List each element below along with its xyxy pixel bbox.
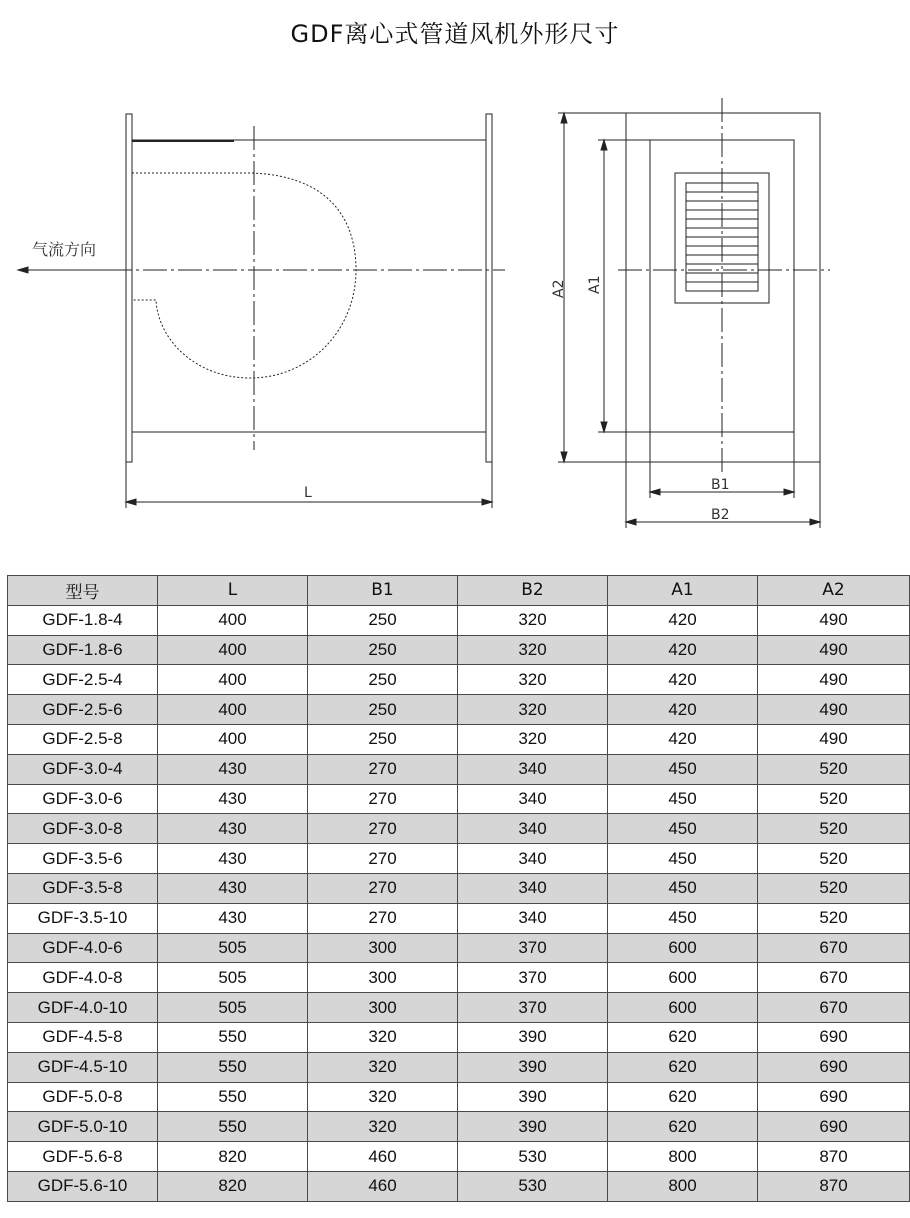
cell-B1: 250	[308, 695, 458, 725]
cell-A2: 690	[758, 1022, 910, 1052]
cell-model: GDF-4.0-6	[8, 933, 158, 963]
cell-A2: 670	[758, 963, 910, 993]
cell-L: 820	[158, 1142, 308, 1172]
cell-L: 505	[158, 933, 308, 963]
airflow-label: 气流方向	[32, 240, 97, 259]
cell-L: 550	[158, 1022, 308, 1052]
cell-L: 400	[158, 665, 308, 695]
cell-A2: 490	[758, 695, 910, 725]
cell-L: 550	[158, 1112, 308, 1142]
cell-model: GDF-2.5-8	[8, 724, 158, 754]
cell-L: 400	[158, 605, 308, 635]
cell-A2: 690	[758, 1052, 910, 1082]
cell-B2: 340	[458, 873, 608, 903]
table-row	[8, 724, 910, 754]
cell-L: 505	[158, 963, 308, 993]
table-row	[8, 1082, 910, 1112]
cell-B2: 340	[458, 844, 608, 874]
cell-B1: 270	[308, 814, 458, 844]
cell-B2: 340	[458, 814, 608, 844]
table-row	[8, 873, 910, 903]
cell-B2: 390	[458, 1022, 608, 1052]
cell-A1: 420	[608, 605, 758, 635]
cell-B1: 270	[308, 754, 458, 784]
cell-B2: 370	[458, 993, 608, 1023]
cell-B1: 320	[308, 1082, 458, 1112]
cell-model: GDF-4.5-8	[8, 1022, 158, 1052]
cell-B1: 250	[308, 605, 458, 635]
table-row	[8, 1112, 910, 1142]
cell-A2: 520	[758, 754, 910, 784]
cell-model: GDF-1.8-4	[8, 605, 158, 635]
table-row	[8, 665, 910, 695]
table-row	[8, 1022, 910, 1052]
cell-B2: 320	[458, 605, 608, 635]
cell-L: 400	[158, 724, 308, 754]
cell-B1: 270	[308, 903, 458, 933]
cell-model: GDF-5.0-10	[8, 1112, 158, 1142]
cell-B2: 320	[458, 724, 608, 754]
cell-A1: 800	[608, 1142, 758, 1172]
cell-A1: 450	[608, 754, 758, 784]
cell-model: GDF-1.8-6	[8, 635, 158, 665]
cell-B1: 320	[308, 1112, 458, 1142]
cell-model: GDF-5.6-10	[8, 1171, 158, 1201]
header-A1: A1	[608, 576, 758, 606]
cell-L: 400	[158, 635, 308, 665]
fan-dimension-drawing	[0, 0, 910, 540]
header-L: L	[158, 576, 308, 606]
table-row	[8, 844, 910, 874]
cell-B1: 320	[308, 1052, 458, 1082]
table-row	[8, 963, 910, 993]
table-row	[8, 933, 910, 963]
cell-model: GDF-5.6-8	[8, 1142, 158, 1172]
cell-model: GDF-3.0-4	[8, 754, 158, 784]
cell-model: GDF-3.5-10	[8, 903, 158, 933]
header-model: 型号	[8, 576, 158, 606]
cell-A2: 490	[758, 724, 910, 754]
cell-model: GDF-4.0-8	[8, 963, 158, 993]
cell-A2: 490	[758, 605, 910, 635]
cell-A2: 690	[758, 1082, 910, 1112]
cell-A2: 520	[758, 784, 910, 814]
cell-L: 550	[158, 1082, 308, 1112]
cell-B2: 320	[458, 635, 608, 665]
cell-A2: 870	[758, 1171, 910, 1201]
table-row	[8, 635, 910, 665]
cell-model: GDF-3.5-8	[8, 873, 158, 903]
cell-A2: 520	[758, 903, 910, 933]
cell-A1: 800	[608, 1171, 758, 1201]
cell-B1: 250	[308, 724, 458, 754]
cell-L: 430	[158, 873, 308, 903]
cell-A1: 600	[608, 933, 758, 963]
cell-L: 820	[158, 1171, 308, 1201]
cell-B1: 270	[308, 784, 458, 814]
left-flange	[126, 114, 132, 462]
cell-B2: 390	[458, 1052, 608, 1082]
cell-B2: 340	[458, 903, 608, 933]
table-row	[8, 784, 910, 814]
cell-L: 430	[158, 814, 308, 844]
cell-B2: 370	[458, 963, 608, 993]
cell-A1: 620	[608, 1112, 758, 1142]
table-row	[8, 993, 910, 1023]
cell-A1: 450	[608, 903, 758, 933]
table-row	[8, 605, 910, 635]
volute-outline	[132, 173, 356, 378]
cell-A2: 520	[758, 844, 910, 874]
cell-A1: 600	[608, 993, 758, 1023]
cell-A2: 490	[758, 635, 910, 665]
cell-model: GDF-2.5-4	[8, 665, 158, 695]
cell-B1: 270	[308, 844, 458, 874]
cell-A1: 450	[608, 873, 758, 903]
cell-model: GDF-5.0-8	[8, 1082, 158, 1112]
cell-L: 430	[158, 903, 308, 933]
cell-A1: 450	[608, 784, 758, 814]
cell-B2: 340	[458, 784, 608, 814]
cell-L: 400	[158, 695, 308, 725]
table-row	[8, 1052, 910, 1082]
cell-A2: 870	[758, 1142, 910, 1172]
cell-model: GDF-3.5-6	[8, 844, 158, 874]
dim-label-B2: B2	[711, 507, 730, 523]
cell-A1: 620	[608, 1082, 758, 1112]
cell-model: GDF-4.5-10	[8, 1052, 158, 1082]
cell-B1: 320	[308, 1022, 458, 1052]
cell-L: 430	[158, 784, 308, 814]
cell-model: GDF-2.5-6	[8, 695, 158, 725]
cell-A2: 670	[758, 993, 910, 1023]
cell-A2: 520	[758, 873, 910, 903]
header-B2: B2	[458, 576, 608, 606]
cell-B1: 300	[308, 963, 458, 993]
side-view	[18, 114, 505, 508]
cell-A1: 620	[608, 1052, 758, 1082]
right-flange	[486, 114, 492, 462]
cell-B1: 270	[308, 873, 458, 903]
cell-B2: 320	[458, 695, 608, 725]
cell-L: 505	[158, 993, 308, 1023]
cell-B2: 340	[458, 754, 608, 784]
header-A2: A2	[758, 576, 910, 606]
table-row	[8, 814, 910, 844]
cell-A1: 420	[608, 665, 758, 695]
cell-model: GDF-3.0-6	[8, 784, 158, 814]
dim-label-A1: A1	[587, 275, 603, 294]
table-header-row	[8, 576, 910, 606]
dim-label-A2: A2	[551, 279, 567, 298]
cell-B2: 320	[458, 665, 608, 695]
table-row	[8, 1171, 910, 1201]
cell-B2: 390	[458, 1112, 608, 1142]
cell-B1: 250	[308, 665, 458, 695]
cell-model: GDF-4.0-10	[8, 993, 158, 1023]
table-row	[8, 903, 910, 933]
dim-label-L: L	[304, 485, 312, 501]
cell-B2: 530	[458, 1171, 608, 1201]
cell-A2: 670	[758, 933, 910, 963]
cell-B1: 460	[308, 1171, 458, 1201]
dimension-table	[7, 575, 910, 1202]
cell-B1: 300	[308, 993, 458, 1023]
cell-B2: 530	[458, 1142, 608, 1172]
cell-A1: 450	[608, 814, 758, 844]
cell-B2: 370	[458, 933, 608, 963]
front-view	[558, 98, 830, 528]
cell-B1: 460	[308, 1142, 458, 1172]
outer-flange	[626, 113, 820, 462]
cell-B2: 390	[458, 1082, 608, 1112]
table-row	[8, 754, 910, 784]
cell-A2: 690	[758, 1112, 910, 1142]
cell-L: 430	[158, 844, 308, 874]
cell-L: 550	[158, 1052, 308, 1082]
cell-A1: 450	[608, 844, 758, 874]
cell-A2: 520	[758, 814, 910, 844]
page-title: GDF离心式管道风机外形尺寸	[290, 20, 620, 48]
cell-A2: 490	[758, 665, 910, 695]
cell-A1: 600	[608, 963, 758, 993]
table-row	[8, 695, 910, 725]
cell-A1: 420	[608, 635, 758, 665]
cell-A1: 420	[608, 724, 758, 754]
cell-model: GDF-3.0-8	[8, 814, 158, 844]
dim-label-B1: B1	[711, 477, 730, 493]
table-row	[8, 1142, 910, 1172]
cell-B1: 300	[308, 933, 458, 963]
cell-A1: 620	[608, 1022, 758, 1052]
cell-B1: 250	[308, 635, 458, 665]
header-B1: B1	[308, 576, 458, 606]
cell-A1: 420	[608, 695, 758, 725]
cell-L: 430	[158, 754, 308, 784]
